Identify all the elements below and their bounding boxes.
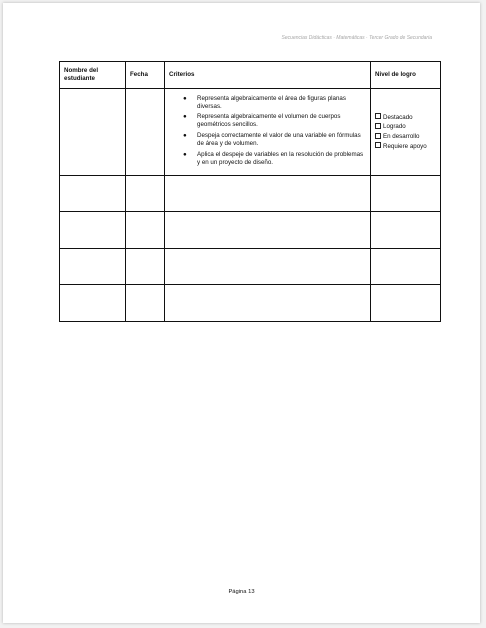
document-page xyxy=(3,3,480,623)
page-number: Página 13 xyxy=(228,589,255,595)
column-header-date: Fecha xyxy=(126,62,165,89)
student-name-cell[interactable] xyxy=(60,212,126,249)
checkbox-icon[interactable] xyxy=(375,123,381,129)
checkbox-icon[interactable] xyxy=(375,113,381,119)
table-row xyxy=(60,212,441,249)
criteria-cell[interactable] xyxy=(165,285,371,322)
student-name-cell[interactable] xyxy=(60,176,126,212)
achievement-level-cell[interactable] xyxy=(371,249,441,285)
level-option-destacado[interactable]: Destacado xyxy=(375,113,436,123)
student-name-cell[interactable] xyxy=(60,285,126,322)
column-header-achievement-level: Nivel de logro xyxy=(371,62,441,89)
criteria-cell xyxy=(165,89,371,176)
date-cell[interactable] xyxy=(126,89,165,176)
student-name-cell[interactable] xyxy=(60,89,126,176)
achievement-level-cell xyxy=(371,89,441,176)
student-name-cell[interactable] xyxy=(60,249,126,285)
criteria-item: ● Aplica el despeje de variables en la resolución de problemas y en un proyecto de diseño. xyxy=(183,150,364,166)
criteria-cell[interactable] xyxy=(165,212,371,249)
criteria-item: ● Despeja correctamente el valor de una variable en fórmulas de área y de volumen. xyxy=(183,132,361,148)
evaluation-rubric-table xyxy=(59,61,441,322)
checkbox-icon[interactable] xyxy=(375,133,381,139)
level-option-en-desarrollo[interactable]: En desarrollo xyxy=(375,132,436,142)
achievement-level-cell[interactable] xyxy=(371,285,441,322)
running-header: Secuencias Didácticas · Matemáticas · Tercer Grado de Secundaria xyxy=(281,35,432,41)
date-cell[interactable] xyxy=(126,212,165,249)
criteria-item: ● Representa algebraicamente el área de figuras planas diversas. xyxy=(183,94,346,110)
table-row xyxy=(60,285,441,322)
bullet-icon: ● xyxy=(183,94,187,102)
column-header-criteria: Criterios xyxy=(165,62,371,89)
criteria-list xyxy=(169,95,366,167)
table-row xyxy=(60,89,441,176)
date-cell[interactable] xyxy=(126,249,165,285)
bullet-icon: ● xyxy=(183,150,187,158)
column-header-student-name: Nombre del estudiante xyxy=(60,62,126,89)
bullet-icon: ● xyxy=(183,113,187,121)
table-header-row xyxy=(60,62,441,89)
table-row xyxy=(60,249,441,285)
level-option-logrado[interactable]: Logrado xyxy=(375,122,436,132)
criteria-item: ● Representa algebraicamente el volumen de cuerpos geométricos sencillos. xyxy=(183,113,341,129)
date-cell[interactable] xyxy=(126,285,165,322)
level-option-requiere-apoyo[interactable]: Requiere apoyo xyxy=(375,142,436,152)
criteria-cell[interactable] xyxy=(165,176,371,212)
criteria-cell[interactable] xyxy=(165,249,371,285)
bullet-icon: ● xyxy=(183,132,187,139)
date-cell[interactable] xyxy=(126,176,165,212)
table-row xyxy=(60,176,441,212)
checkbox-icon[interactable] xyxy=(375,142,381,148)
achievement-level-cell[interactable] xyxy=(371,212,441,249)
achievement-level-cell[interactable] xyxy=(371,176,441,212)
